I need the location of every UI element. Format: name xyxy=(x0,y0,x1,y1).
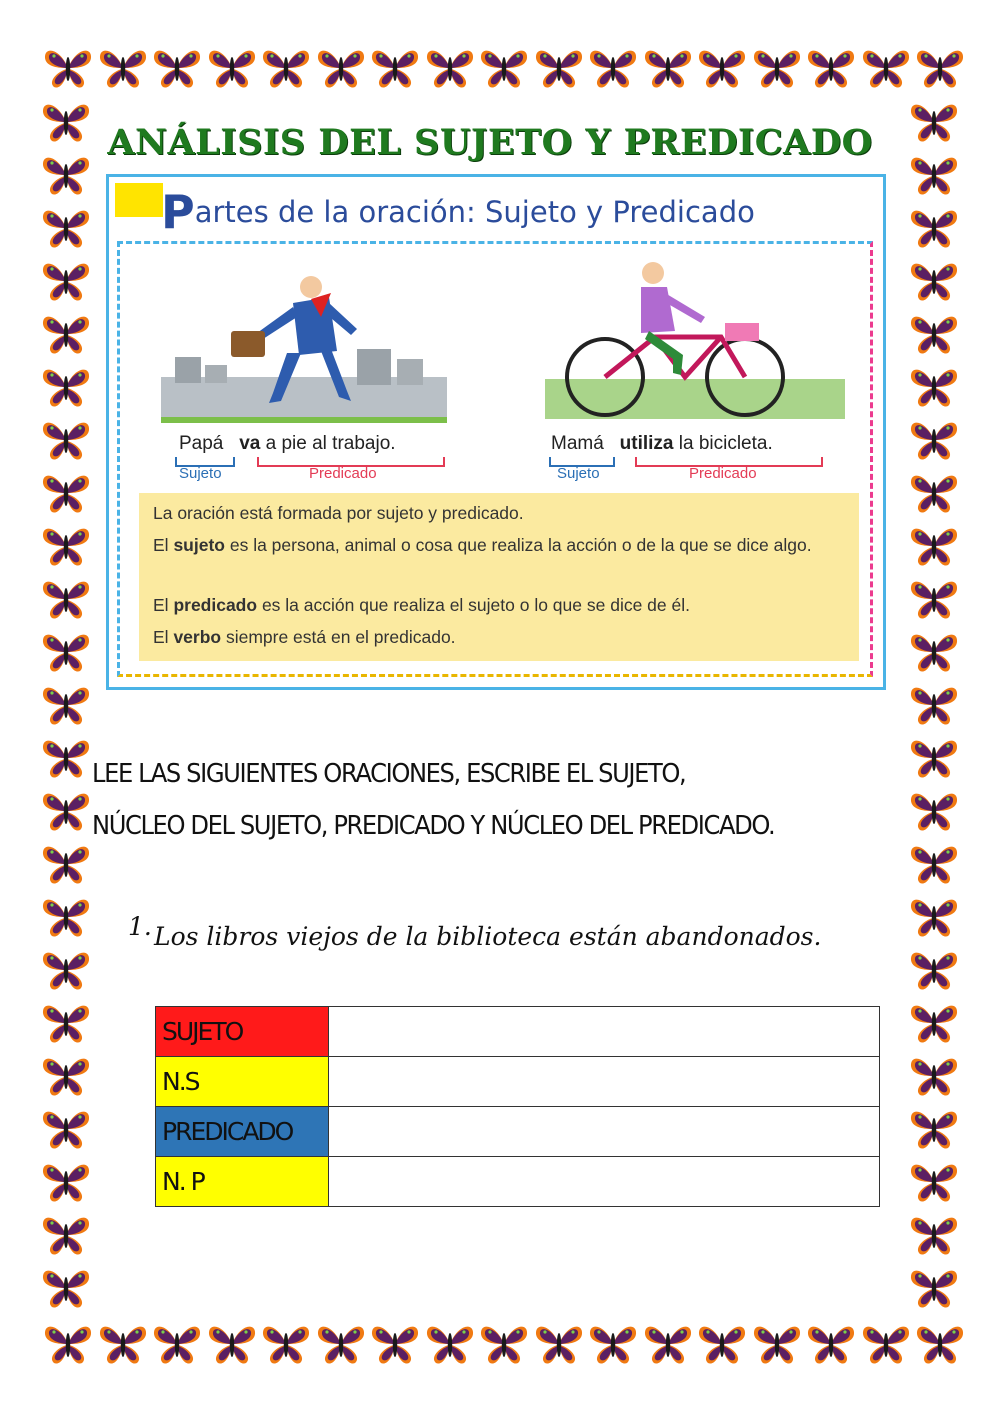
butterfly-icon xyxy=(860,46,912,90)
butterfly-icon xyxy=(40,365,92,409)
butterfly-icon xyxy=(369,46,421,90)
butterfly-icon xyxy=(369,1322,421,1366)
butterfly-icon xyxy=(315,1322,367,1366)
row-label-ns: N.S xyxy=(156,1057,329,1107)
butterfly-icon xyxy=(40,1001,92,1045)
butterfly-icon xyxy=(908,630,960,674)
butterfly-icon xyxy=(40,736,92,780)
answer-table xyxy=(155,1006,880,1207)
exercise-sentence: Los libros viejos de la biblioteca están abandonados. xyxy=(154,922,822,951)
butterfly-icon xyxy=(40,1213,92,1257)
butterfly-icon xyxy=(908,1213,960,1257)
predicate-label-2: Predicado xyxy=(689,465,757,482)
definition-line: El verbo siempre está en el predicado. xyxy=(153,627,456,647)
definitions-box xyxy=(139,493,859,661)
butterfly-icon xyxy=(587,46,639,90)
butterfly-icon xyxy=(908,100,960,144)
butterfly-icon xyxy=(40,1160,92,1204)
butterfly-icon xyxy=(751,1322,803,1366)
man-walking-illustration xyxy=(161,273,447,425)
butterfly-icon xyxy=(908,577,960,621)
answer-cell-ns[interactable] xyxy=(329,1057,880,1107)
butterfly-icon xyxy=(42,46,94,90)
butterfly-icon xyxy=(97,1322,149,1366)
butterfly-icon xyxy=(40,259,92,303)
subject-label-1: Sujeto xyxy=(179,465,222,482)
butterfly-icon xyxy=(908,736,960,780)
butterfly-icon xyxy=(908,418,960,462)
butterfly-icon xyxy=(260,1322,312,1366)
table-row xyxy=(156,1057,880,1107)
heading-tab xyxy=(115,183,163,217)
butterfly-icon xyxy=(40,153,92,197)
butterfly-icon xyxy=(908,312,960,356)
butterfly-icon xyxy=(40,630,92,674)
exercise-number: 1. xyxy=(128,912,152,941)
butterfly-icon xyxy=(40,842,92,886)
butterfly-icon xyxy=(908,895,960,939)
butterfly-icon xyxy=(908,259,960,303)
row-label-sujeto: SUJETO xyxy=(156,1007,329,1057)
grammar-infographic xyxy=(106,174,886,690)
butterfly-icon xyxy=(478,1322,530,1366)
definition-line: La oración está formada por sujeto y predicado. xyxy=(153,503,524,523)
butterfly-icon xyxy=(908,1054,960,1098)
butterfly-icon xyxy=(587,1322,639,1366)
butterfly-icon xyxy=(805,46,857,90)
subject-label-2: Sujeto xyxy=(557,465,600,482)
instructions: LEE LAS SIGUIENTES ORACIONES, ESCRIBE EL SUJETO, NÚCLEO DEL SUJETO, PREDICADO Y NÚCLEO DEL PREDICADO. xyxy=(92,759,775,841)
butterfly-icon xyxy=(908,1160,960,1204)
butterfly-icon xyxy=(40,312,92,356)
butterfly-icon xyxy=(908,365,960,409)
butterfly-icon xyxy=(40,948,92,992)
butterfly-icon xyxy=(40,471,92,515)
butterfly-icon xyxy=(40,1107,92,1151)
butterfly-icon xyxy=(40,1266,92,1310)
butterfly-icon xyxy=(805,1322,857,1366)
butterfly-icon xyxy=(42,1322,94,1366)
example-sentence-2: Mamá utiliza la bicicleta. xyxy=(551,433,773,454)
answer-cell-predicado[interactable] xyxy=(329,1107,880,1157)
butterfly-icon xyxy=(751,46,803,90)
butterfly-icon xyxy=(908,1107,960,1151)
butterfly-icon xyxy=(908,1266,960,1310)
infographic-heading: Partes de la oración: Sujeto y Predicado xyxy=(161,185,755,239)
butterfly-icon xyxy=(908,948,960,992)
butterfly-icon xyxy=(914,1322,966,1366)
butterfly-icon xyxy=(908,153,960,197)
butterfly-icon xyxy=(151,1322,203,1366)
butterfly-icon xyxy=(97,46,149,90)
butterfly-icon xyxy=(908,789,960,833)
butterfly-icon xyxy=(642,1322,694,1366)
butterfly-icon xyxy=(914,46,966,90)
row-label-predicado: PREDICADO xyxy=(156,1107,329,1157)
row-label-np: N. P xyxy=(156,1157,329,1207)
table-row xyxy=(156,1007,880,1057)
butterfly-icon xyxy=(40,206,92,250)
butterfly-icon xyxy=(908,683,960,727)
page-title: ANÁLISIS DEL SUJETO Y PREDICADO xyxy=(107,122,873,163)
butterfly-icon xyxy=(533,1322,585,1366)
butterfly-icon xyxy=(315,46,367,90)
butterfly-icon xyxy=(260,46,312,90)
butterfly-icon xyxy=(40,1054,92,1098)
butterfly-icon xyxy=(206,1322,258,1366)
butterfly-icon xyxy=(40,683,92,727)
answer-cell-np[interactable] xyxy=(329,1157,880,1207)
butterfly-icon xyxy=(40,577,92,621)
answer-cell-sujeto[interactable] xyxy=(329,1007,880,1057)
butterfly-icon xyxy=(860,1322,912,1366)
woman-cycling-illustration xyxy=(545,259,845,425)
butterfly-icon xyxy=(40,789,92,833)
butterfly-icon xyxy=(206,46,258,90)
definition-line: El sujeto es la persona, animal o cosa que realiza la acción o de la que se dice algo. xyxy=(153,535,812,555)
butterfly-icon xyxy=(40,895,92,939)
butterfly-icon xyxy=(908,842,960,886)
butterfly-icon xyxy=(151,46,203,90)
butterfly-icon xyxy=(908,471,960,515)
butterfly-icon xyxy=(908,206,960,250)
butterfly-icon xyxy=(642,46,694,90)
butterfly-icon xyxy=(696,46,748,90)
butterfly-icon xyxy=(424,46,476,90)
predicate-label-1: Predicado xyxy=(309,465,377,482)
table-row xyxy=(156,1107,880,1157)
butterfly-icon xyxy=(908,1001,960,1045)
butterfly-icon xyxy=(424,1322,476,1366)
table-row xyxy=(156,1157,880,1207)
example-sentence-1: Papá va a pie al trabajo. xyxy=(179,433,396,454)
definition-line: El predicado es la acción que realiza el sujeto o lo que se dice de él. xyxy=(153,595,690,615)
butterfly-icon xyxy=(533,46,585,90)
butterfly-icon xyxy=(478,46,530,90)
butterfly-icon xyxy=(908,524,960,568)
butterfly-icon xyxy=(40,418,92,462)
butterfly-icon xyxy=(40,524,92,568)
butterfly-icon xyxy=(696,1322,748,1366)
butterfly-icon xyxy=(40,100,92,144)
